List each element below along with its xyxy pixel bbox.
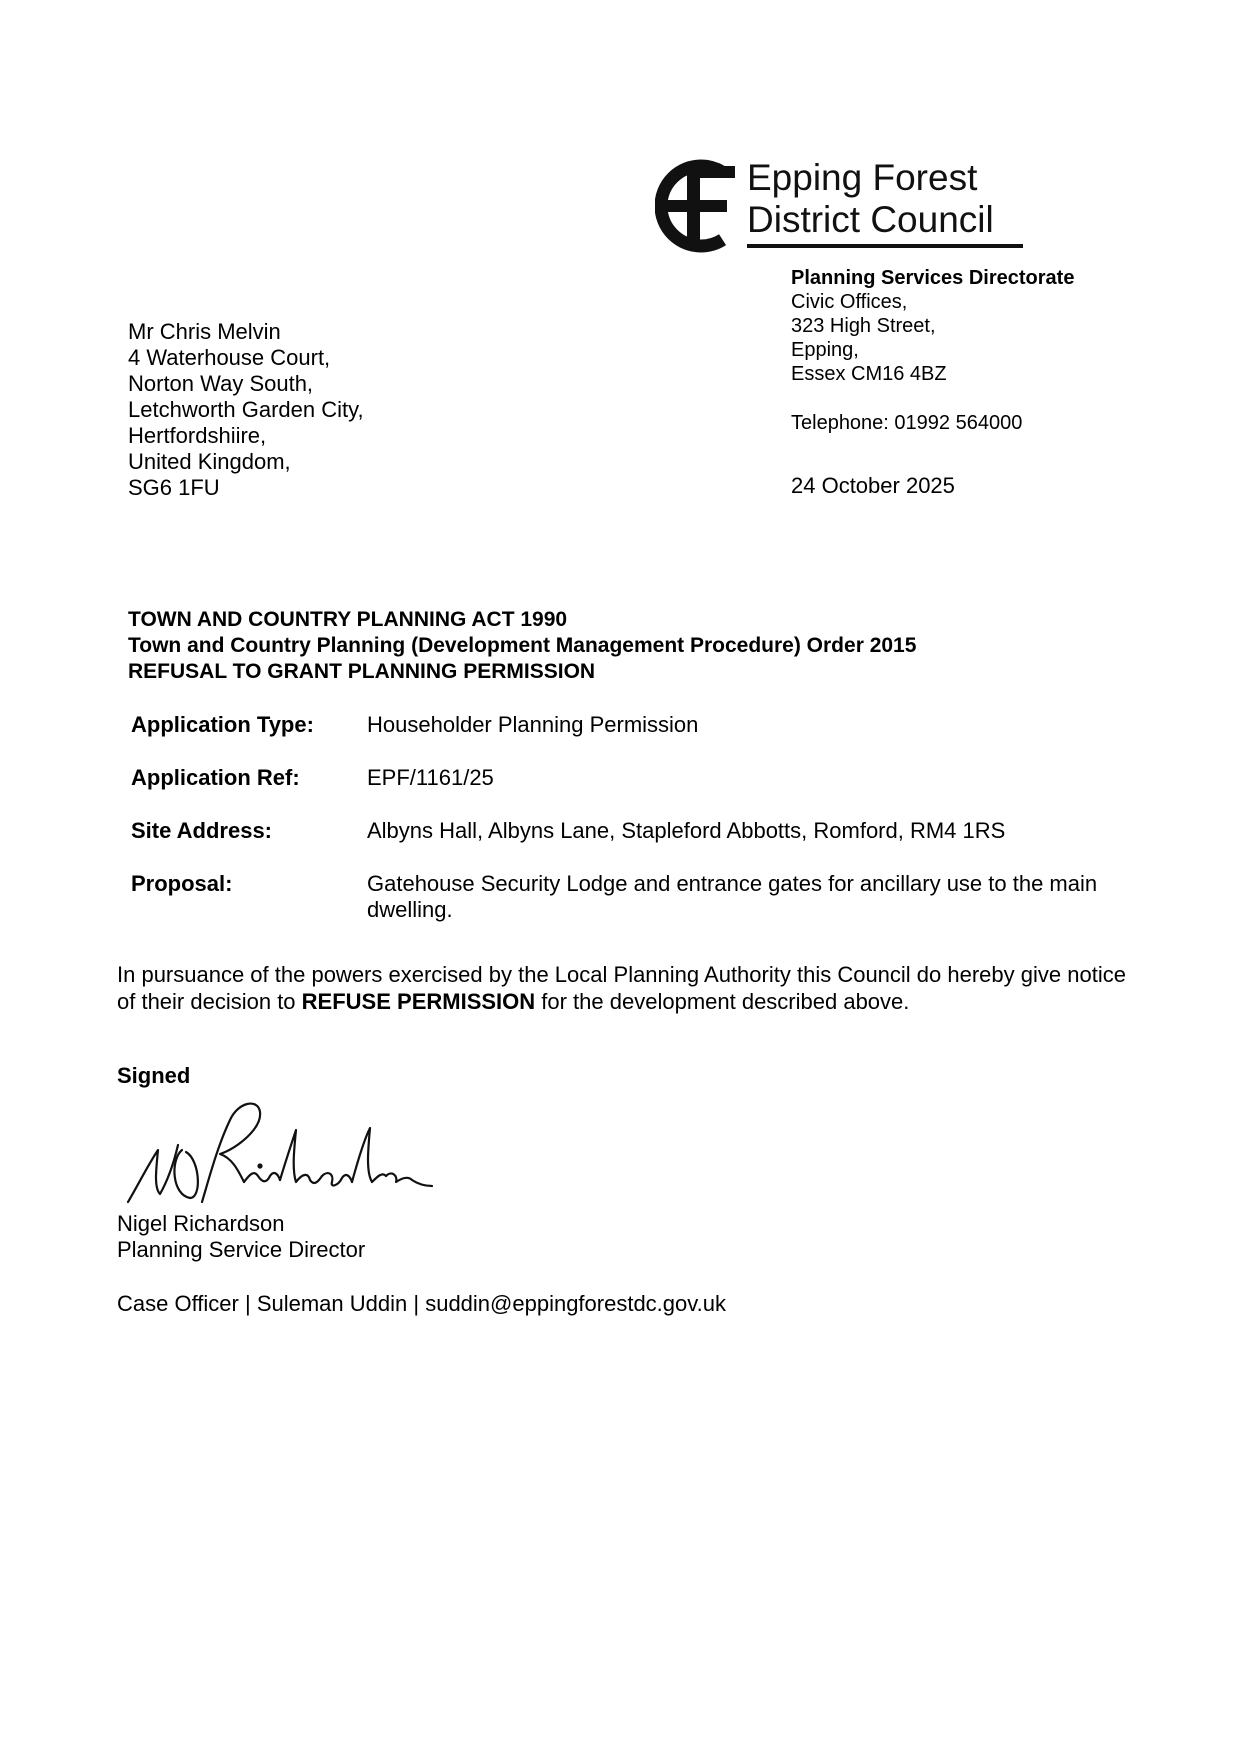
signatory-name: Nigel Richardson	[117, 1211, 285, 1236]
application-type-label: Application Type:	[131, 712, 314, 737]
recipient-address-line: Norton Way South,	[128, 371, 314, 396]
recipient-name: Mr Chris Melvin	[128, 319, 281, 344]
recipient-postcode: SG6 1FU	[128, 475, 220, 500]
separator: |	[407, 1291, 426, 1316]
signed-label: Signed	[117, 1063, 191, 1088]
letter-date: 24 October 2025	[791, 473, 955, 498]
sender-address-line: Essex CM16 4BZ	[791, 363, 947, 385]
signature-image	[120, 1090, 440, 1210]
case-officer-email-link[interactable]: suddin@eppingforestdc.gov.uk	[425, 1291, 726, 1316]
directorate-name: Planning Services Directorate	[791, 267, 1075, 289]
order-heading: Town and Country Planning (Development Management Procedure) Order 2015	[128, 634, 917, 657]
recipient-address-line: United Kingdom,	[128, 449, 291, 474]
refusal-heading: REFUSAL TO GRANT PLANNING PERMISSION	[128, 660, 596, 683]
telephone-number: Telephone: 01992 564000	[791, 412, 1023, 434]
recipient-address-line: Letchworth Garden City,	[128, 397, 364, 422]
recipient-address-block	[128, 319, 364, 501]
act-heading: TOWN AND COUNTRY PLANNING ACT 1990	[128, 608, 568, 631]
application-ref-value: EPF/1161/25	[367, 765, 494, 790]
sender-address-block	[791, 266, 1074, 386]
recipient-address-line: Hertfordshiire,	[128, 423, 267, 448]
logo-text-line-1: Epping Forest	[747, 157, 978, 198]
case-officer-line	[117, 1291, 726, 1317]
letter-headings	[128, 607, 916, 685]
recipient-address-line: 4 Waterhouse Court,	[128, 345, 331, 370]
decision-text: In pursuance of the powers exercised by the Local Planning Authority this Council do hereby give notice of their decision to	[117, 962, 1126, 1014]
proposal-label: Proposal:	[131, 871, 233, 896]
decision-emphasis: REFUSE PERMISSION	[301, 989, 536, 1014]
decision-paragraph	[117, 961, 1127, 1015]
council-logo	[655, 150, 1035, 260]
separator: |	[238, 1291, 257, 1316]
application-type-value: Householder Planning Permission	[367, 712, 699, 737]
sender-address-line: 323 High Street,	[791, 315, 936, 337]
council-emblem-icon	[655, 150, 745, 260]
application-ref-label: Application Ref:	[131, 765, 300, 790]
signatory-block	[117, 1211, 365, 1263]
site-address-value: Albyns Hall, Albyns Lane, Stapleford Abbotts, Romford, RM4 1RS	[367, 818, 1006, 843]
case-officer-name: Suleman Uddin	[256, 1291, 408, 1316]
sender-address-line: Civic Offices,	[791, 291, 908, 313]
proposal-value: Gatehouse Security Lodge and entrance gates for ancillary use to the main dwelling.	[367, 871, 1098, 922]
logo-underline	[747, 244, 1023, 248]
decision-text-end: for the development described above.	[535, 989, 910, 1014]
sender-address-line: Epping,	[791, 339, 859, 361]
site-address-label: Site Address:	[131, 818, 273, 843]
case-officer-label: Case Officer	[117, 1291, 239, 1316]
signatory-title: Planning Service Director	[117, 1237, 366, 1262]
logo-text-line-2: District Council	[747, 199, 994, 240]
